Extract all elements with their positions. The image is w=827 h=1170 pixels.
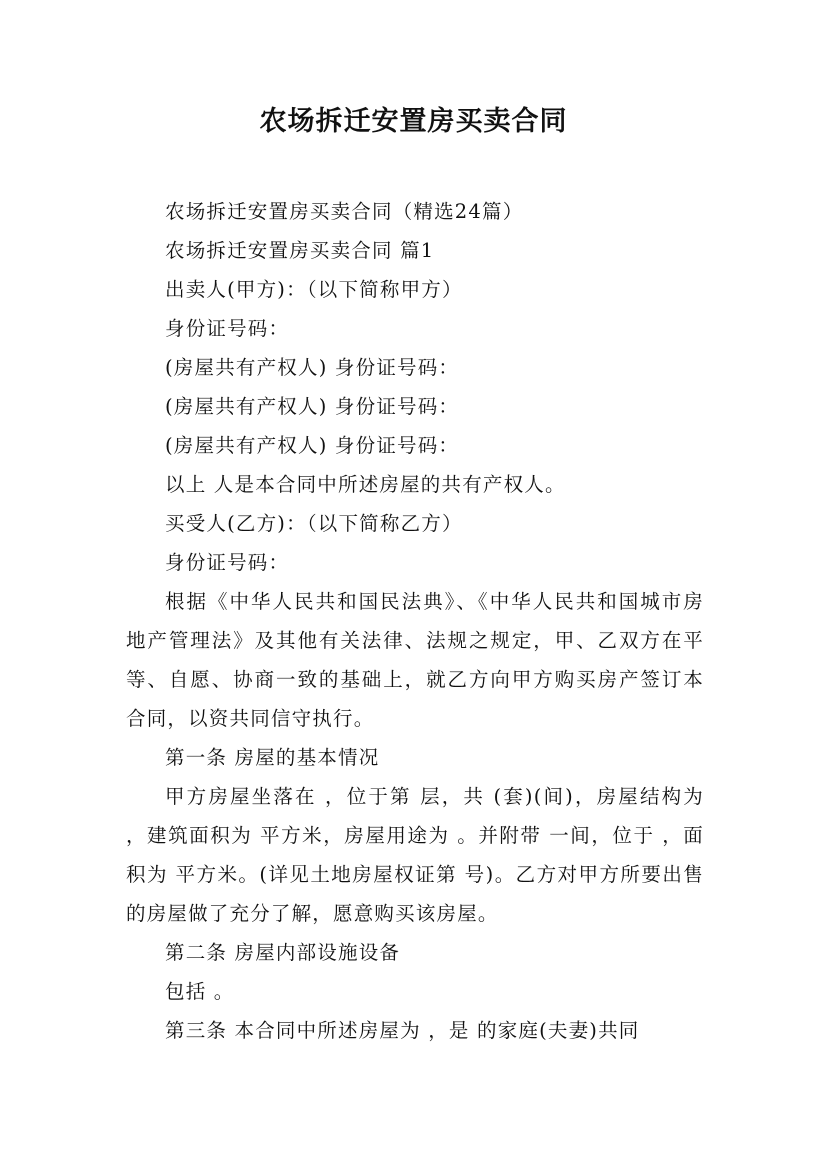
paragraph-article-1-body: 甲方房屋坐落在 ，位于第 层，共 (套)(间)，房屋结构为 ，建筑面积为 平方米，房屋用途为 。并附带 一间，位于 ，面积为 平方米。(详见土地房屋权证第 号)。乙方对甲方所要出售的房屋做了充分了解，愿意购买该房屋。	[126, 785, 704, 925]
paragraph-co-owner-1: (房屋共有产权人) 身份证号码：	[165, 356, 460, 379]
document-title: 农场拆迁安置房买卖合同	[259, 106, 568, 137]
paragraph-subtitle: 农场拆迁安置房买卖合同（精选24篇）	[165, 200, 524, 223]
paragraph-article-2-body: 包括 。	[165, 980, 235, 1003]
paragraph-seller-id: 身份证号码：	[165, 317, 290, 340]
paragraph-article-1-heading: 第一条 房屋的基本情况	[165, 746, 380, 769]
document-body	[126, 192, 704, 1050]
paragraph-article-3: 第三条 本合同中所述房屋为 ，是 的家庭(夫妻)共同	[165, 1019, 640, 1042]
paragraph-article-2-heading: 第二条 房屋内部设施设备	[165, 941, 401, 964]
paragraph-legal-basis: 根据《中华人民共和国民法典》、《中华人民共和国城市房地产管理法》及其他有关法律、法规之规定，甲、乙双方在平等、自愿、协商一致的基础上，就乙方向甲方购买房产签订本合同，以资共同信守执行。	[126, 590, 704, 730]
paragraph-section-heading: 农场拆迁安置房买卖合同 篇1	[165, 239, 435, 262]
paragraph-seller: 出卖人(甲方)：（以下简称甲方）	[165, 278, 463, 301]
paragraph-buyer: 买受人(乙方)：（以下简称乙方）	[165, 512, 463, 535]
paragraph-co-owner-3: (房屋共有产权人) 身份证号码：	[165, 434, 460, 457]
paragraph-co-owners-note: 以上 人是本合同中所述房屋的共有产权人。	[165, 473, 566, 496]
paragraph-co-owner-2: (房屋共有产权人) 身份证号码：	[165, 395, 460, 418]
paragraph-buyer-id: 身份证号码：	[165, 551, 290, 574]
